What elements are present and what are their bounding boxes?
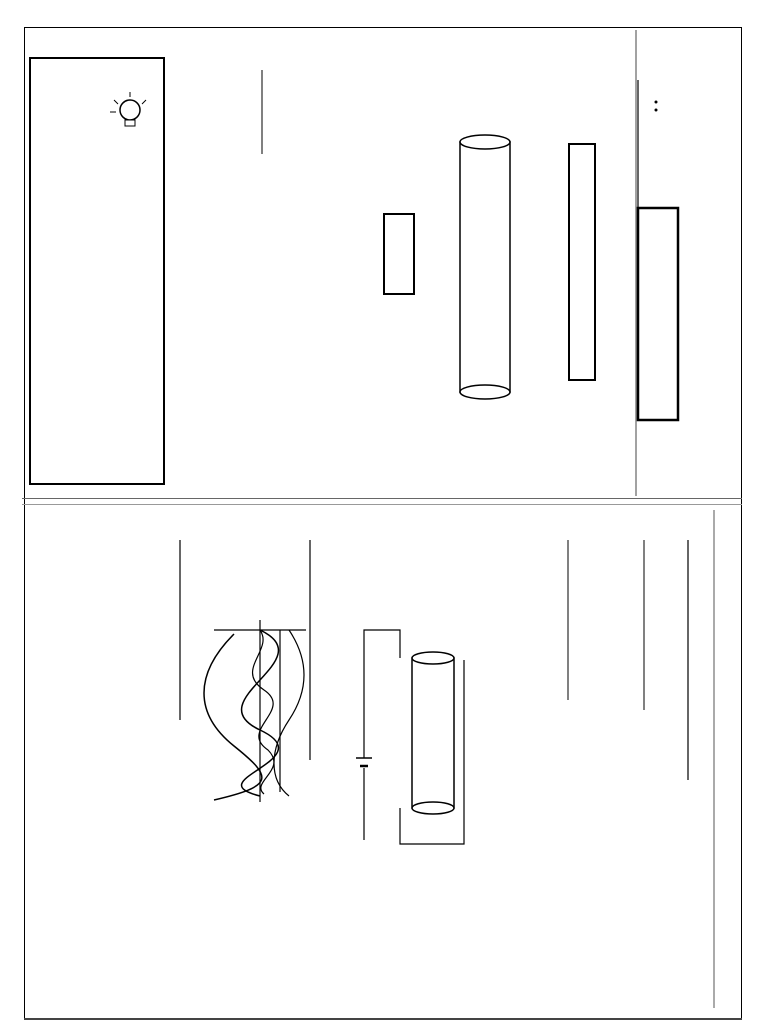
wire-diagram (460, 135, 510, 399)
header-rule (24, 27, 742, 28)
notebook-page-top (24, 30, 740, 496)
page-divider (22, 498, 742, 499)
instant-formula-box (384, 214, 414, 294)
page-divider-2 (22, 504, 742, 505)
scalar-note-box (30, 58, 164, 484)
formula-box (569, 144, 595, 380)
circuit-diagram (356, 630, 464, 844)
notebook-page-bottom (24, 510, 740, 1008)
bulb-icon (110, 92, 146, 126)
waveform-graph (204, 620, 306, 802)
chapter-title-box (638, 208, 678, 420)
footer-rule (24, 1018, 742, 1020)
page-header (0, 0, 768, 30)
right-border (741, 28, 742, 1018)
